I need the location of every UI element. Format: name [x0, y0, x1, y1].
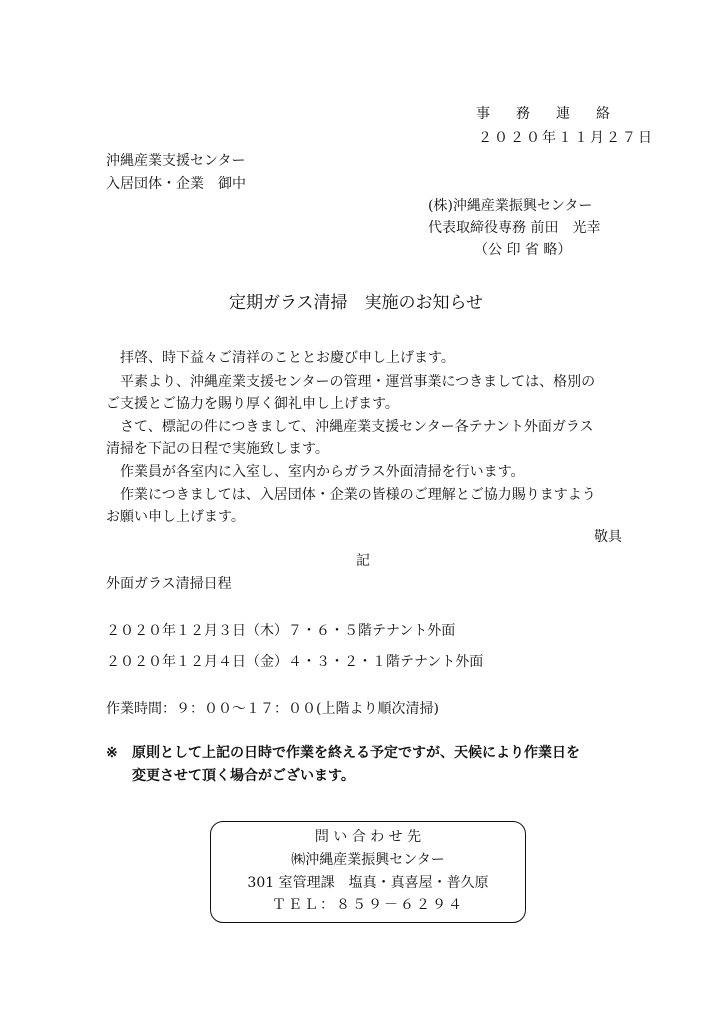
recipient-line-2: 入居団体・企業 御中 — [106, 176, 246, 192]
issue-date: ２０２０年１１月２７日 — [478, 130, 654, 146]
notice-line-2: 変更させて頂く場合がございます。 — [132, 768, 355, 784]
notice-mark: ※ — [106, 745, 118, 761]
notice-line-1: 原則として上記の日時で作業を終える予定ですが、天候により作業日を — [132, 745, 580, 761]
ki-heading: 記 — [356, 553, 370, 569]
sender-person: 代表取締役専務 前田 光幸 — [428, 220, 601, 236]
body-paragraph-4: 作業員が各室内に入室し、室内からガラス外面清掃を行います。 — [120, 464, 525, 480]
page-title: 定期ガラス清掃 実施のお知らせ — [229, 293, 483, 313]
recipient-line-1: 沖縄産業支援センター — [106, 153, 246, 169]
body-paragraph-2-line-1: 平素より、沖縄産業支援センターの管理・運営事業につきましては、格別の — [120, 374, 596, 390]
contact-org: ㈱沖縄産業振興センター — [291, 852, 445, 868]
contact-heading: 問 い 合 わ せ 先 — [314, 829, 422, 845]
body-paragraph-5-line-2: お願い申し上げます。 — [106, 509, 245, 525]
contact-dept: 301 室管理課 塩真・真喜屋・普久原 — [247, 875, 489, 891]
body-paragraph-2-line-2: ご支援とご協力を賜り厚く御礼申し上げます。 — [106, 396, 399, 412]
body-paragraph-3-line-2: 清掃を下記の日程で実施致します。 — [106, 441, 329, 457]
work-hours: 作業時間：９：００～１７：００(上階より順次清掃) — [106, 701, 439, 717]
closing-keigu: 敬具 — [594, 529, 622, 545]
body-paragraph-3-line-1: さて、標記の件につきまして、沖縄産業支援センター各テナント外面ガラス — [120, 419, 594, 435]
seal-omitted-note: （公 印 省 略） — [474, 242, 572, 258]
contact-tel: ＴＥＬ：８５９－６２９４ — [272, 897, 464, 913]
sender-org: (株)沖縄産業振興センター — [428, 198, 593, 214]
doc-type: 事務連絡 — [476, 106, 636, 122]
schedule-row-1: ２０２０年１２月３日（木）７・６・５階テナント外面 — [106, 623, 456, 639]
schedule-row-2: ２０２０年１２月４日（金）４・３・２・１階テナント外面 — [106, 654, 484, 670]
contact-box — [210, 821, 526, 923]
body-paragraph-1: 拝啓、時下益々ご清祥のこととお慶び申し上げます。 — [120, 350, 455, 366]
schedule-heading: 外面ガラス清掃日程 — [106, 576, 232, 592]
body-paragraph-5-line-1: 作業につきましては、入居団体・企業の皆様のご理解とご協力賜りますよう — [120, 487, 596, 503]
